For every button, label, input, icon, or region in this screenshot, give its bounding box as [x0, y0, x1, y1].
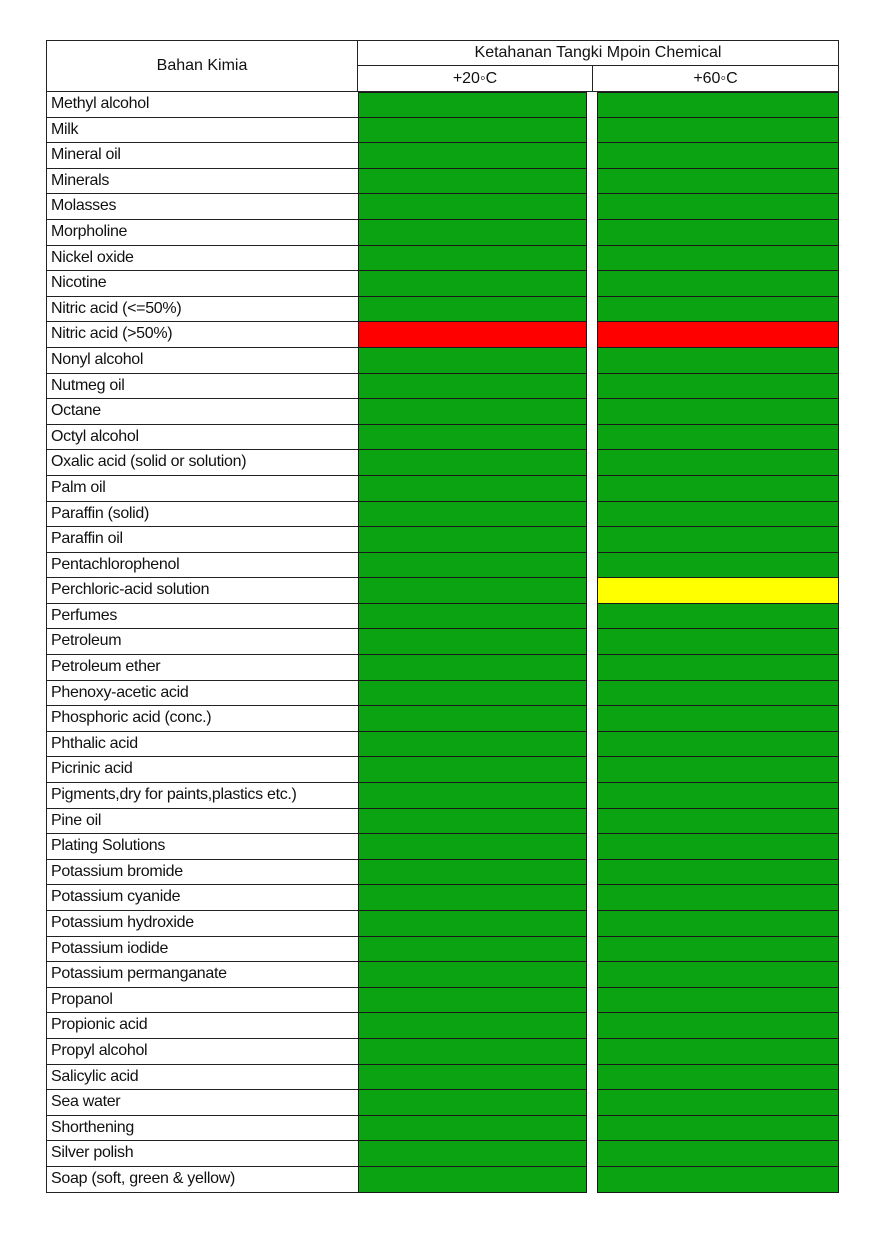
resistance-20c-cell-green	[358, 834, 587, 860]
resistance-60c-cell-red	[597, 322, 839, 348]
chemical-name-cell: Methyl alcohol	[46, 92, 359, 118]
header-chemical-name: Bahan Kimia	[46, 40, 358, 92]
chemical-name-cell: Milk	[46, 118, 359, 144]
chemical-name-cell: Phthalic acid	[46, 732, 359, 758]
resistance-60c-cell-green	[597, 553, 839, 579]
table-row	[46, 399, 839, 425]
resistance-60c-cell-green	[597, 834, 839, 860]
resistance-20c-cell-green	[358, 399, 587, 425]
chemical-name-cell: Nicotine	[46, 271, 359, 297]
table-row	[46, 834, 839, 860]
resistance-60c-cell-green	[597, 399, 839, 425]
table-row	[46, 962, 839, 988]
resistance-60c-cell-green	[597, 92, 839, 118]
chemical-name-cell: Propanol	[46, 988, 359, 1014]
resistance-60c-cell-green	[597, 348, 839, 374]
chemical-name-cell: Potassium permanganate	[46, 962, 359, 988]
resistance-60c-cell-green	[597, 297, 839, 323]
resistance-20c-cell-green	[358, 246, 587, 272]
table-row	[46, 706, 839, 732]
chemical-name-cell: Octane	[46, 399, 359, 425]
resistance-20c-cell-green	[358, 271, 587, 297]
table-row	[46, 92, 839, 118]
table-row	[46, 629, 839, 655]
chemical-name-cell: Potassium cyanide	[46, 885, 359, 911]
resistance-20c-cell-green	[358, 297, 587, 323]
chemical-name-cell: Silver polish	[46, 1141, 359, 1167]
resistance-20c-cell-green	[358, 962, 587, 988]
resistance-60c-cell-green	[597, 502, 839, 528]
resistance-20c-cell-green	[358, 450, 587, 476]
resistance-20c-cell-green	[358, 92, 587, 118]
resistance-20c-cell-green	[358, 937, 587, 963]
resistance-20c-cell-green	[358, 655, 587, 681]
table-row	[46, 681, 839, 707]
chemical-name-cell: Pine oil	[46, 809, 359, 835]
table-row	[46, 476, 839, 502]
chemical-name-cell: Potassium iodide	[46, 937, 359, 963]
chemical-name-cell: Shorthening	[46, 1116, 359, 1142]
table-row	[46, 220, 839, 246]
resistance-60c-cell-green	[597, 425, 839, 451]
resistance-20c-cell-green	[358, 553, 587, 579]
resistance-20c-cell-green	[358, 1116, 587, 1142]
table-row	[46, 1013, 839, 1039]
resistance-20c-cell-green	[358, 1039, 587, 1065]
resistance-20c-cell-green	[358, 143, 587, 169]
header-temp-20: +20◦C	[358, 66, 593, 92]
resistance-20c-cell-green	[358, 374, 587, 400]
chemical-resistance-table	[46, 40, 839, 1193]
chemical-name-cell: Minerals	[46, 169, 359, 195]
resistance-20c-cell-green	[358, 1141, 587, 1167]
chemical-name-cell: Perchloric-acid solution	[46, 578, 359, 604]
table-row	[46, 118, 839, 144]
table-row	[46, 502, 839, 528]
table-row	[46, 450, 839, 476]
table-row	[46, 1167, 839, 1193]
chemical-name-cell: Paraffin oil	[46, 527, 359, 553]
resistance-20c-cell-green	[358, 425, 587, 451]
resistance-60c-cell-green	[597, 809, 839, 835]
resistance-20c-cell-green	[358, 348, 587, 374]
resistance-20c-cell-green	[358, 783, 587, 809]
table-row	[46, 1141, 839, 1167]
resistance-20c-cell-green	[358, 809, 587, 835]
resistance-20c-cell-green	[358, 911, 587, 937]
header-temp-60: +60◦C	[593, 66, 839, 92]
resistance-20c-cell-green	[358, 681, 587, 707]
chemical-name-cell: Soap (soft, green & yellow)	[46, 1167, 359, 1193]
resistance-60c-cell-green	[597, 885, 839, 911]
chemical-name-cell: Nitric acid (<=50%)	[46, 297, 359, 323]
resistance-60c-cell-green	[597, 527, 839, 553]
chemical-name-cell: Molasses	[46, 194, 359, 220]
resistance-60c-cell-green	[597, 169, 839, 195]
resistance-60c-cell-green	[597, 988, 839, 1014]
resistance-60c-cell-green	[597, 1141, 839, 1167]
chemical-name-cell: Plating Solutions	[46, 834, 359, 860]
chemical-name-cell: Mineral oil	[46, 143, 359, 169]
chemical-name-cell: Morpholine	[46, 220, 359, 246]
chemical-name-cell: Petroleum	[46, 629, 359, 655]
resistance-20c-cell-green	[358, 194, 587, 220]
chemical-name-cell: Nickel oxide	[46, 246, 359, 272]
table-row	[46, 1039, 839, 1065]
table-row	[46, 194, 839, 220]
table-row	[46, 732, 839, 758]
chemical-name-cell: Petroleum ether	[46, 655, 359, 681]
table-row	[46, 809, 839, 835]
resistance-60c-cell-green	[597, 1090, 839, 1116]
resistance-60c-cell-green	[597, 220, 839, 246]
table-row	[46, 604, 839, 630]
resistance-20c-cell-green	[358, 860, 587, 886]
resistance-20c-cell-green	[358, 578, 587, 604]
table-row	[46, 885, 839, 911]
chemical-name-cell: Propionic acid	[46, 1013, 359, 1039]
resistance-60c-cell-green	[597, 271, 839, 297]
table-row	[46, 937, 839, 963]
resistance-20c-cell-green	[358, 169, 587, 195]
resistance-60c-cell-green	[597, 1039, 839, 1065]
chemical-name-cell: Pentachlorophenol	[46, 553, 359, 579]
table-row	[46, 1065, 839, 1091]
chemical-name-cell: Sea water	[46, 1090, 359, 1116]
chemical-name-cell: Perfumes	[46, 604, 359, 630]
table-row	[46, 143, 839, 169]
resistance-60c-cell-green	[597, 732, 839, 758]
header-group-title: Ketahanan Tangki Mpoin Chemical	[358, 40, 839, 66]
chemical-name-cell: Palm oil	[46, 476, 359, 502]
resistance-60c-cell-green	[597, 706, 839, 732]
chemical-name-cell: Propyl alcohol	[46, 1039, 359, 1065]
resistance-20c-cell-green	[358, 220, 587, 246]
table-row	[46, 553, 839, 579]
resistance-20c-cell-green	[358, 604, 587, 630]
resistance-60c-cell-green	[597, 681, 839, 707]
resistance-60c-cell-green	[597, 1013, 839, 1039]
table-row	[46, 988, 839, 1014]
resistance-20c-cell-green	[358, 885, 587, 911]
table-row	[46, 578, 839, 604]
chemical-name-cell: Phosphoric acid (conc.)	[46, 706, 359, 732]
table-row	[46, 1090, 839, 1116]
resistance-20c-cell-green	[358, 706, 587, 732]
resistance-20c-cell-green	[358, 988, 587, 1014]
chemical-name-cell: Oxalic acid (solid or solution)	[46, 450, 359, 476]
table-header	[46, 40, 839, 92]
resistance-20c-cell-green	[358, 757, 587, 783]
resistance-60c-cell-green	[597, 374, 839, 400]
table-row	[46, 246, 839, 272]
chemical-name-cell: Nonyl alcohol	[46, 348, 359, 374]
chemical-name-cell: Phenoxy-acetic acid	[46, 681, 359, 707]
table-row	[46, 860, 839, 886]
resistance-60c-cell-green	[597, 860, 839, 886]
chemical-name-cell: Picrinic acid	[46, 757, 359, 783]
resistance-20c-cell-green	[358, 118, 587, 144]
resistance-60c-cell-green	[597, 962, 839, 988]
chemical-name-cell: Nutmeg oil	[46, 374, 359, 400]
table-row	[46, 655, 839, 681]
chemical-name-cell: Nitric acid (>50%)	[46, 322, 359, 348]
resistance-60c-cell-green	[597, 1167, 839, 1193]
resistance-20c-cell-green	[358, 732, 587, 758]
resistance-20c-cell-green	[358, 476, 587, 502]
table-row	[46, 757, 839, 783]
resistance-20c-cell-green	[358, 1065, 587, 1091]
resistance-60c-cell-green	[597, 118, 839, 144]
resistance-20c-cell-green	[358, 1090, 587, 1116]
table-body	[46, 92, 839, 1193]
table-row	[46, 374, 839, 400]
chemical-name-cell: Paraffin (solid)	[46, 502, 359, 528]
resistance-60c-cell-yellow	[597, 578, 839, 604]
resistance-60c-cell-green	[597, 476, 839, 502]
table-row	[46, 297, 839, 323]
resistance-60c-cell-green	[597, 450, 839, 476]
resistance-60c-cell-green	[597, 143, 839, 169]
table-row	[46, 1116, 839, 1142]
table-row	[46, 348, 839, 374]
resistance-60c-cell-green	[597, 1116, 839, 1142]
resistance-20c-cell-red	[358, 322, 587, 348]
resistance-60c-cell-green	[597, 629, 839, 655]
table-row	[46, 783, 839, 809]
resistance-60c-cell-green	[597, 937, 839, 963]
table-row	[46, 527, 839, 553]
resistance-20c-cell-green	[358, 527, 587, 553]
chemical-name-cell: Salicylic acid	[46, 1065, 359, 1091]
table-row	[46, 271, 839, 297]
resistance-60c-cell-green	[597, 246, 839, 272]
resistance-60c-cell-green	[597, 655, 839, 681]
table-row	[46, 911, 839, 937]
chemical-name-cell: Pigments,dry for paints,plastics etc.)	[46, 783, 359, 809]
chemical-name-cell: Octyl alcohol	[46, 425, 359, 451]
resistance-60c-cell-green	[597, 911, 839, 937]
resistance-60c-cell-green	[597, 1065, 839, 1091]
resistance-20c-cell-green	[358, 502, 587, 528]
table-row	[46, 169, 839, 195]
resistance-20c-cell-green	[358, 1013, 587, 1039]
table-row	[46, 322, 839, 348]
table-row	[46, 425, 839, 451]
resistance-60c-cell-green	[597, 757, 839, 783]
resistance-20c-cell-green	[358, 629, 587, 655]
resistance-60c-cell-green	[597, 783, 839, 809]
chemical-name-cell: Potassium bromide	[46, 860, 359, 886]
resistance-20c-cell-green	[358, 1167, 587, 1193]
resistance-60c-cell-green	[597, 604, 839, 630]
resistance-60c-cell-green	[597, 194, 839, 220]
chemical-name-cell: Potassium hydroxide	[46, 911, 359, 937]
